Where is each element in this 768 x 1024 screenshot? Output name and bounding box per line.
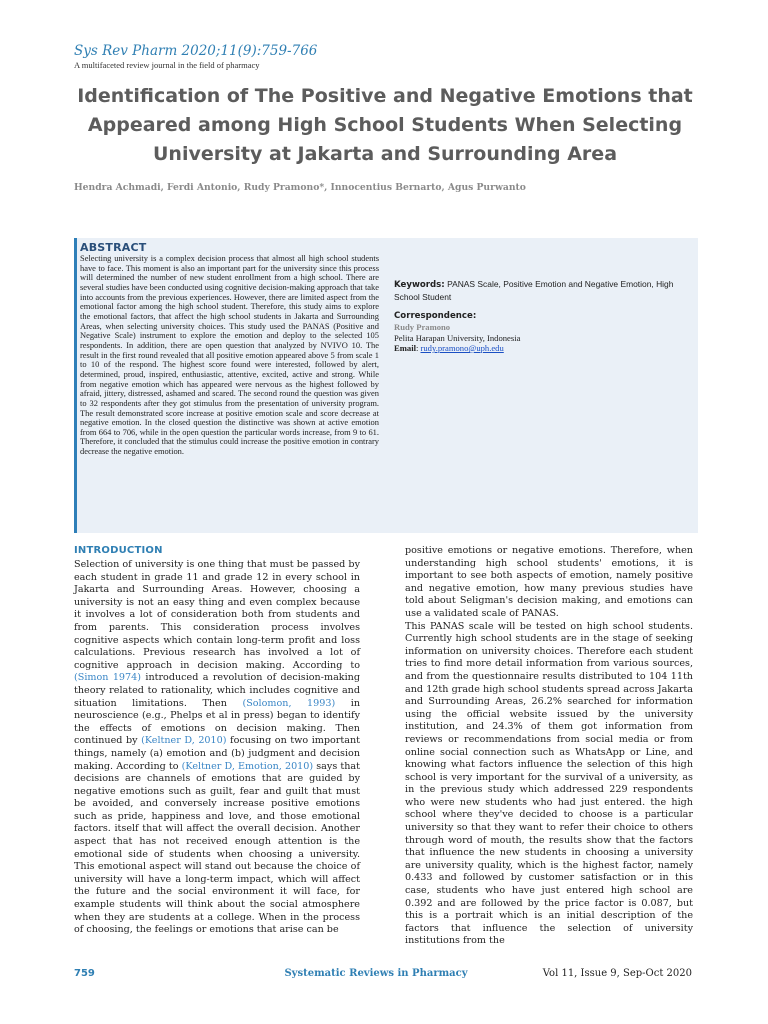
citation-link[interactable]: (Keltner D, Emotion, 2010) (181, 760, 314, 772)
introduction-heading: INTRODUCTION (74, 545, 163, 556)
abstract-body: Selecting university is a complex decision process that almost all high school students have to face. This moment is also an important part for the university since this process will determined the number of new student enrollment from a high school. There are several studies have been conducted using cognitive decision-making approach that take into accounts from the previous experiences. However, there are limited aspect from the emotional factor among the high school student. Therefore, this study aims to explore the emotional factors, that affect the high school students in Jakarta and Surrounding Areas, when selecting university choices. This study used the PANAS (Positive and Negative Scale) instrument to explore the emotion and deploy to the selected 105 respondents. In addition, there are open question that analyzed by NVIVO 10. The result in the first round revealed that all positive emotion appeared above 5 from scale 1 to 10 of the respond. The highest score found were interested, followed by alert, determined, proud, inspired, enthusiastic, attentive, excited, active and strong. While from negative emotion which has appeared were nervous as the highest followed by afraid, jittery, distressed, ashamed and scared. The second round the question was given to 32 respondents after they got stimulus from the presentation of university program. The result demonstrated score increase at positive emotion scale and score decrease at negative emotion. In the closed question the distinctive was shown at active emotion from 664 to 706, while in the open question the particular words increase, from 9 to 61. Therefore, it concluded that the stimulus could increase the positive emotion in contrary decrease the negative emotion. (80, 253, 379, 457)
intro-text: introduced a revolution of decision-making theory related to rationality, which includes cognitive and situation limitations. Then (74, 672, 360, 709)
correspondence-email (394, 343, 504, 353)
correspondence-affiliation: Pelita Harapan University, Indonesia (394, 333, 521, 343)
keywords-text: PANAS Scale, Positive Emotion and Negative Emotion, High School Student (394, 279, 674, 302)
email-link[interactable]: rudy.pramono@uph.edu (420, 343, 504, 353)
intro-paragraph-3: This PANAS scale will be tested on high school students. Currently high school students are in the stage of seeking information on university choices. Therefore each student tries to find more detail information from various sources, and from the questionnaire results distributed to 104 11th and 12th grade high school students spread across Jakarta and Surrounding Areas, 26.2% searched for information using the official website issued by the university institution, and 24.3% of them got information from reviews or recommendations from social media or from online social connection such as WhatsApp or Line, and knowing what factors influence the selection of this high school is very important for the survival of a university, as in the previous study which addressed 229 respondents who were new students who had just entered. the high school where they've decided to choose is a particular university so that they want to refer their choice to others through word of mouth, the results show that the factors that influence the new students in choosing a university are university quality, which is the highest factor, namely 0.433 and followed by customer satisfaction or in this case, students who have just entered high school are 0.392 and are followed by the price factor is 0.087, but this is a portrait which is an initial description of the factors that influence the selection of university institutions from the (405, 620, 693, 947)
keywords (394, 279, 689, 303)
correspondence-label: Correspondence: (394, 311, 477, 321)
body-column-right (405, 545, 693, 948)
citation-link[interactable]: (Simon 1974) (74, 672, 141, 684)
abstract-heading: ABSTRACT (80, 241, 147, 254)
citation-link[interactable]: (Keltner D, 2010) (141, 735, 227, 747)
intro-text: Selection of university is one thing that must be passed by each student in grade 11 and grade 12 in every school in Jakarta and Surrounding Areas. However, choosing a university is not an easy thing and even complex because it involves a lot of consideration both from students and from parents. This consideration process involves cognitive aspects which contain long-term profit and loss calculations. Previous research has involved a lot of cognitive approach in decision making. According to (74, 559, 360, 671)
intro-text: in neuroscience (e.g., Phelps et al in press) began to identify the effects of emotions on decision making. Then continued by (74, 697, 361, 747)
citation-link[interactable]: (Solomon, 1993) (242, 697, 336, 709)
correspondence-name: Rudy Pramono (394, 322, 451, 332)
footer-issue: Vol 11, Issue 9, Sep-Oct 2020 (542, 968, 692, 979)
intro-paragraph-1 (74, 559, 360, 937)
page-number: 759 (74, 968, 95, 979)
email-label: Email (394, 343, 416, 353)
footer-journal-name: Systematic Reviews in Pharmacy (284, 968, 468, 979)
body-column-left (74, 559, 360, 937)
intro-text: focusing on two important things, namely (a) emotion and (b) judgment and decision making. According to (74, 735, 360, 772)
intro-paragraph-2: positive emotions or negative emotions. Therefore, when understanding high school students' emotions, it is important to see both aspects of emotion, namely positive and negative emotion, how many previous studies have told about Seligman's decision making, and emotions can use a validated scale of PANAS. (405, 545, 693, 619)
intro-text: says that decisions are channels of emotions that are guided by negative emotions such as guilt, fear and guilt that must be avoided, and conversely increase positive emotions such as pride, happiness and love, and those emotional factors. itself that will affect the overall decision. Another aspect that has not received enough attention is the emotional side of students when choosing a university. This emotional aspect will stand out because the choice of university will have a long-term impact, which will affect the future and the social environment it will face, for example students will think about the social atmosphere when they are students at a college. When in the process of choosing, the feelings or emotions that arise can be (74, 760, 360, 936)
email-separator: : (415, 343, 421, 353)
journal-reference: Sys Rev Pharm 2020;11(9):759-766 (74, 43, 318, 59)
keywords-label: Keywords: (394, 280, 445, 290)
journal-tagline: A multifaceted review journal in the field of pharmacy (74, 60, 260, 70)
author-list: Hendra Achmadi, Ferdi Antonio, Rudy Pramono*, Innocentius Bernarto, Agus Purwanto (74, 182, 526, 193)
article-title: Identification of The Positive and Negative Emotions that Appeared among High School Students When Selecting University at Jakarta and Surrounding Area (77, 85, 693, 165)
